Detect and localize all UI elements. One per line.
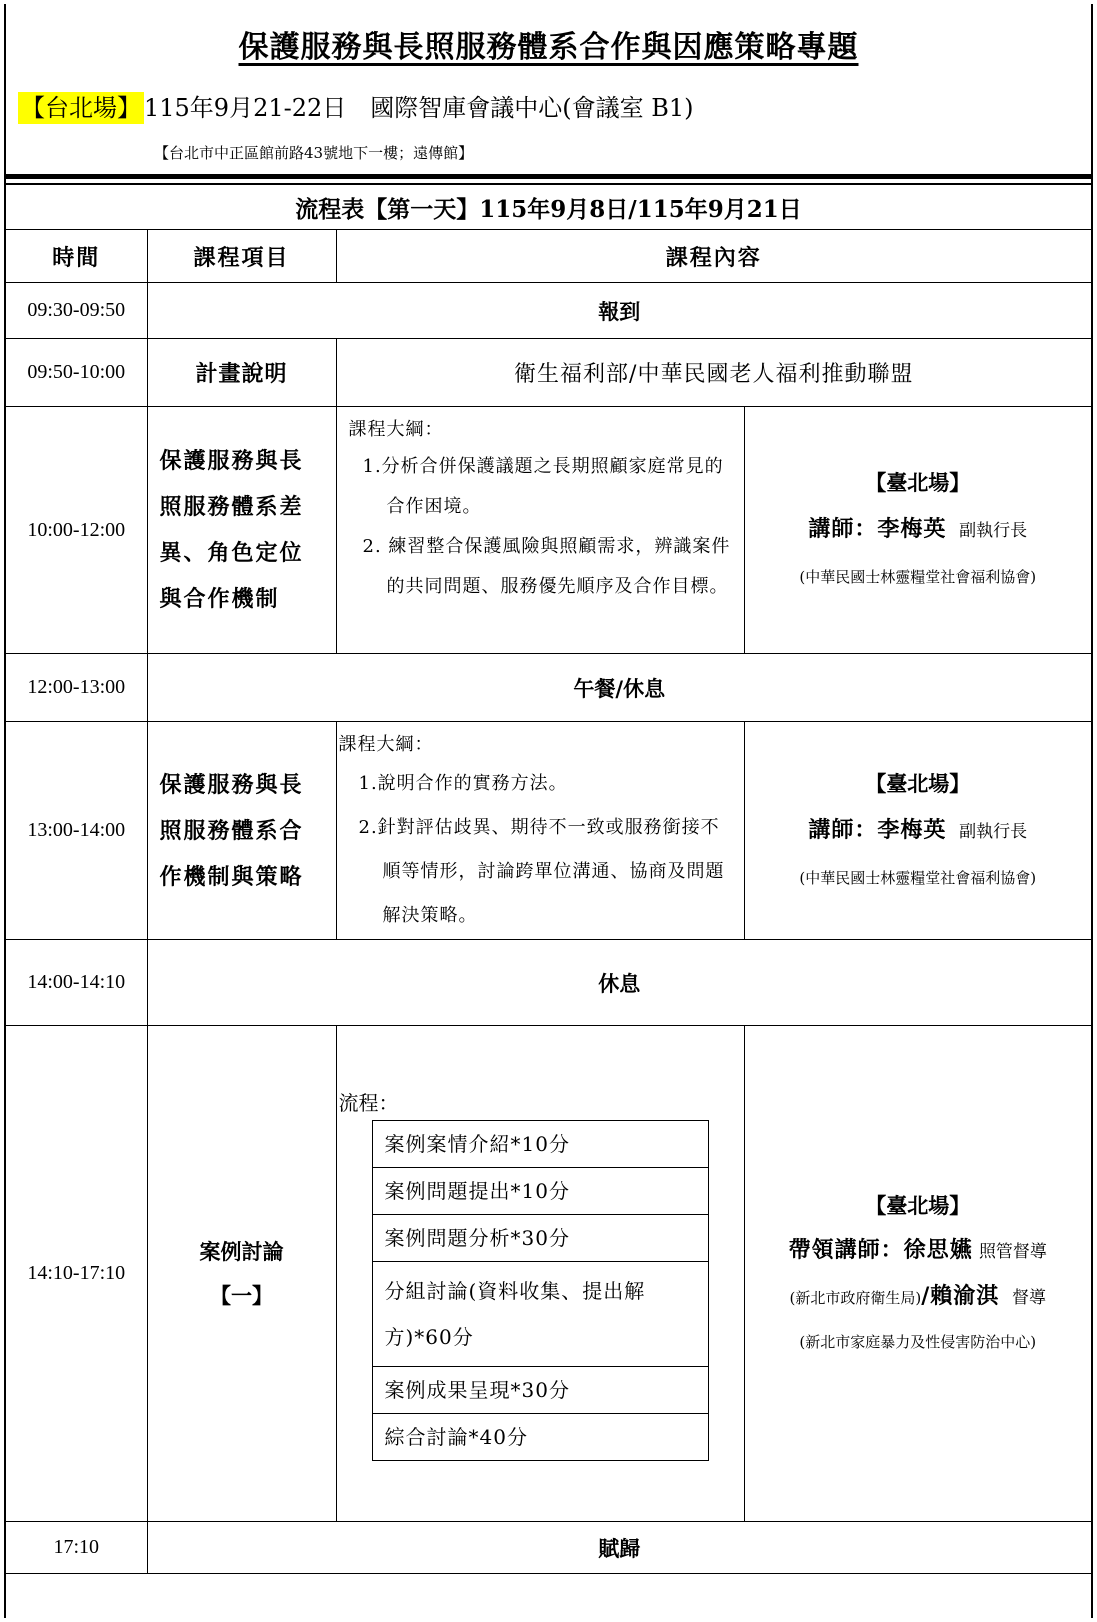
speaker-role: 副執行長: [959, 821, 1028, 842]
speaker-org: (中華民國士林靈糧堂社會福利協會): [799, 568, 1037, 586]
table-row: [6, 339, 1091, 407]
row-time: 14:00-14:10: [6, 940, 147, 1026]
row-activity: 報到: [147, 283, 1091, 339]
venue-tag-highlight: 【台北場】: [18, 92, 144, 124]
divider-thick: [6, 174, 1091, 179]
outline-title: 課程大綱：: [338, 734, 434, 755]
document-title: 保護服務與長照服務體系合作與因應策略專題: [238, 30, 859, 65]
speaker-name: 講師：李梅英: [808, 816, 947, 843]
event-location: 國際智庫會議中心(會議室 B1): [370, 94, 694, 122]
flow-step: 分組討論(資料收集、提出解方)*60分: [372, 1261, 708, 1366]
speaker-info: [744, 407, 1091, 654]
outline-item: 1.分析合併保護議題之長期照顧家庭常見的合作困境。: [362, 456, 724, 517]
venue-line: [18, 88, 694, 123]
second-speaker-org: (新北市家庭暴力及性侵害防治中心): [799, 1332, 1037, 1351]
outline-item: 2.針對評估歧異、期待不一致或服務銜接不順等情形，討論跨單位溝通、協商及問題解決策略。: [358, 817, 725, 926]
flow-steps-table: [372, 1120, 709, 1461]
schedule-table: [6, 184, 1091, 1574]
outline-item: 1.說明合作的實務方法。: [358, 773, 568, 794]
row-activity: 賦歸: [147, 1522, 1091, 1574]
schedule-page: [4, 4, 1093, 1618]
flow-step: 案例問題提出*10分: [372, 1167, 708, 1214]
speaker-role: 副執行長: [959, 521, 1028, 541]
speaker-name: 講師：李梅英: [808, 516, 947, 542]
row-content: 衛生福利部/中華民國老人福利推動聯盟: [336, 339, 1091, 407]
second-speaker-name: /賴渝淇: [921, 1282, 1000, 1309]
row-activity: 午餐/休息: [147, 654, 1091, 722]
table-row: [6, 283, 1091, 339]
header-row: [6, 230, 1091, 283]
day-title-row: [6, 185, 1091, 230]
lead-speaker-name: 帶領講師：徐思嬿: [788, 1236, 973, 1263]
outline-title: 課程大綱：: [348, 419, 444, 440]
header-time: 時間: [6, 230, 147, 283]
table-row: [6, 1026, 1091, 1522]
header-content: 課程內容: [336, 230, 1091, 283]
course-outline: [336, 722, 744, 940]
event-address: 【台北市中正區館前路43號地下一樓；遠傳館】: [154, 144, 474, 162]
event-date: 115年9月21-22日: [144, 94, 347, 122]
table-row: [6, 940, 1091, 1026]
row-time: 12:00-13:00: [6, 654, 147, 722]
speaker-venue: 【臺北場】: [865, 470, 971, 495]
row-time: 09:30-09:50: [6, 283, 147, 339]
speaker-venue: 【臺北場】: [865, 1192, 971, 1218]
speaker-info: [744, 722, 1091, 940]
speaker-info: [744, 1026, 1091, 1522]
lead-speaker-org: (新北市政府衛生局): [789, 1288, 922, 1307]
case-flow: [336, 1026, 744, 1522]
second-speaker-role: 督導: [1012, 1287, 1046, 1308]
flow-step: 案例問題分析*30分: [372, 1214, 708, 1261]
flow-step: 綜合討論*40分: [372, 1413, 708, 1460]
table-row: [6, 1522, 1091, 1574]
course-outline: [336, 407, 744, 654]
table-row: [6, 407, 1091, 654]
table-row: [6, 654, 1091, 722]
table-row: [6, 722, 1091, 940]
row-course-item: 計畫說明: [147, 339, 336, 407]
speaker-org: (中華民國士林靈糧堂社會福利協會): [799, 868, 1037, 887]
flow-label: 流程：: [338, 1090, 399, 1115]
day-title: 流程表【第一天】115年9月8日/115年9月21日: [6, 185, 1091, 230]
flow-step: 案例成果呈現*30分: [372, 1366, 708, 1413]
header-item: 課程項目: [147, 230, 336, 283]
flow-step: 案例案情介紹*10分: [372, 1120, 708, 1167]
outline-item: 2. 練習整合保護風險與照顧需求，辨識案件的共同問題、服務優先順序及合作目標。: [362, 536, 731, 597]
row-course-item: 保護服務與長 照服務體系合 作機制與策略: [147, 722, 336, 940]
row-time: 10:00-12:00: [6, 407, 147, 654]
row-course-item: 保護服務與長 照服務體系差 異、角色定位 與合作機制: [147, 407, 336, 654]
row-time: 14:10-17:10: [6, 1026, 147, 1522]
row-course-item: 案例討論 【一】: [147, 1026, 336, 1522]
lead-speaker-role: 照管督導: [978, 1241, 1047, 1262]
row-time: 17:10: [6, 1522, 147, 1574]
row-activity: 休息: [147, 940, 1091, 1026]
row-time: 13:00-14:00: [6, 722, 147, 940]
row-time: 09:50-10:00: [6, 339, 147, 407]
speaker-venue: 【臺北場】: [865, 770, 971, 796]
